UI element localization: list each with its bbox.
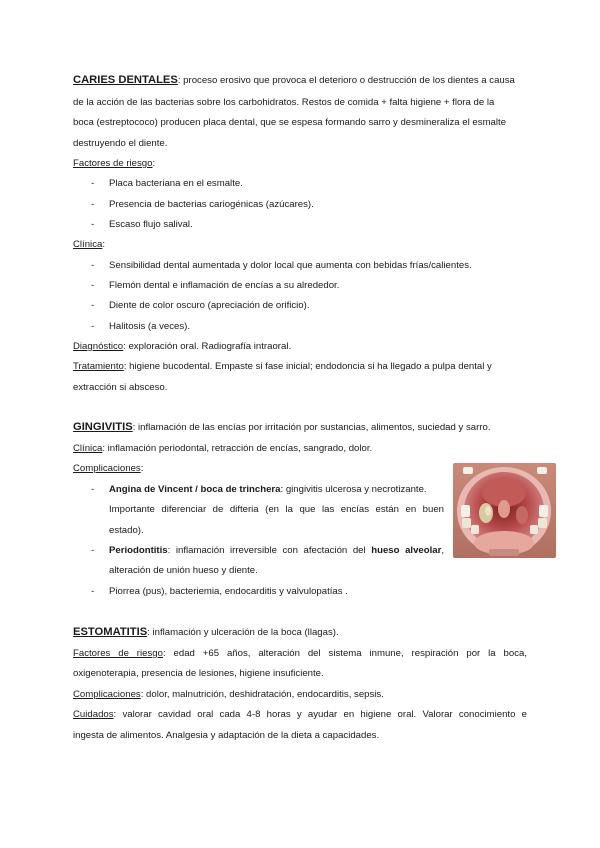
caries-treat-label: Tratamiento — [73, 361, 124, 372]
gingivitis-item-1-line-2: Importante diferenciar de difteria (en la que las encías están en buen — [109, 504, 444, 515]
caries-treat-text: : higiene bucodental. Empaste si fase inicial; endodoncia si ha llegado a pulpa dental y — [123, 361, 492, 372]
estomatitis-risk-text: : edad +65 años, alteración del sistema inmune, respiración por la boca, — [162, 648, 528, 659]
list-item: Flemón dental e inflamación de encías a su alrededor. — [109, 280, 340, 291]
caries-treatment-line-1 — [73, 360, 492, 373]
periodontitis-term: Periodontitis — [109, 545, 168, 556]
list-item: Presencia de bacterias cariogénicas (azúcares). — [109, 199, 314, 210]
estomatitis-care-label: Cuidados — [73, 709, 114, 720]
list-item: Sensibilidad dental aumentada y dolor local que aumenta con bebidas frías/calientes. — [109, 260, 472, 271]
estomatitis-definition — [73, 626, 339, 639]
oral-cavity-illustration — [453, 463, 556, 558]
caries-risk-heading: Factores de riesgo: — [73, 158, 156, 169]
list-bullet: - — [91, 545, 95, 556]
list-bullet: - — [91, 178, 95, 189]
gingivitis-title: GINGIVITIS — [73, 421, 133, 433]
gingivitis-item-1-line-1 — [109, 483, 427, 496]
list-bullet: - — [91, 219, 95, 230]
gingivitis-item-2-line-2: alteración de unión hueso y diente. — [109, 565, 258, 576]
estomatitis-risk-line-2: oxigenoterapia, presencia de lesiones, higiene insuficiente. — [73, 668, 324, 679]
list-item: Escaso flujo salival. — [109, 219, 193, 230]
list-bullet: - — [91, 260, 95, 271]
gingivitis-clinic-text: : inflamación periodontal, retracción de encías, sangrado, dolor. — [102, 443, 373, 454]
oral-cavity-photo — [453, 463, 556, 558]
caries-clinic-heading: Clínica: — [73, 239, 105, 250]
estomatitis-complications — [73, 688, 384, 701]
estomatitis-care-line-1 — [73, 708, 527, 721]
caries-definition-line-3: boca (estreptococo) producen placa dental, que se espesa formando sarro y desmineraliza el esmalte — [73, 117, 507, 128]
caries-definition-line-1 — [73, 74, 515, 87]
estomatitis-risk-line-1 — [73, 647, 527, 660]
caries-diag-text: : exploración oral. Radiografía intraoral. — [123, 341, 292, 352]
vincent-angina-text: : gingivitis ulcerosa y necrotizante. — [280, 484, 427, 495]
gingivitis-clinic-label: Clínica — [73, 443, 103, 454]
vincent-angina-term: Angina de Vincent / boca de trinchera — [109, 484, 281, 495]
list-item: Halitosis (a veces). — [109, 321, 191, 332]
caries-definition-line-2: de la acción de las bacterias sobre los carbohidratos. Restos de comida + falta higiene + flora de la — [73, 97, 495, 108]
gingivitis-comp-label: Complicaciones — [73, 463, 141, 474]
estomatitis-risk-label: Factores de riesgo — [73, 648, 163, 659]
list-bullet: - — [91, 280, 95, 291]
list-bullet: - — [91, 199, 95, 210]
estomatitis-def-text: : inflamación y ulceración de la boca (llagas). — [147, 627, 339, 638]
gingivitis-item-3: Piorrea (pus), bacteriemia, endocarditis y valvulopatías . — [109, 586, 348, 597]
caries-risk-label: Factores de riesgo — [73, 158, 153, 169]
gingivitis-clinic — [73, 442, 372, 455]
caries-title: CARIES DENTALES — [73, 74, 178, 86]
caries-definition-line-4: destruyendo el diente. — [73, 138, 168, 149]
caries-diagnosis — [73, 340, 291, 353]
estomatitis-care-line-2: ingesta de alimentos. Analgesia y adaptación de la dieta a capacidades. — [73, 730, 380, 741]
estomatitis-comp-label: Complicaciones — [73, 689, 141, 700]
periodontitis-comma: , — [441, 545, 445, 556]
list-bullet: - — [91, 586, 95, 597]
gingivitis-item-1-line-3: estado). — [109, 525, 144, 536]
list-bullet: - — [91, 321, 95, 332]
estomatitis-care-text: : valorar cavidad oral cada 4-8 horas y ayudar en higiene oral. Valorar conocimiento e — [113, 709, 527, 720]
list-item: Diente de color oscuro (apreciación de orificio). — [109, 300, 310, 311]
gingivitis-item-2-line-1 — [109, 544, 444, 557]
caries-clinic-label: Clínica — [73, 239, 103, 250]
list-item: Placa bacteriana en el esmalte. — [109, 178, 243, 189]
list-bullet: - — [91, 484, 95, 495]
periodontitis-text: : inflamación irreversible con afectación del — [167, 545, 372, 556]
estomatitis-title: ESTOMATITIS — [73, 626, 148, 638]
gingivitis-definition — [73, 421, 491, 434]
list-bullet: - — [91, 300, 95, 311]
caries-diag-label: Diagnóstico — [73, 341, 124, 352]
gingivitis-def-text: : inflamación de las encías por irritación por sustancias, alimentos, suciedad y sarro. — [132, 422, 491, 433]
alveolar-bone-term: hueso alveolar — [371, 545, 442, 556]
caries-def-text: : proceso erosivo que provoca el deterioro o destrucción de los dientes a causa — [177, 75, 515, 86]
caries-treatment-line-2: extracción si absceso. — [73, 382, 168, 393]
gingivitis-complications-heading: Complicaciones: — [73, 463, 144, 474]
estomatitis-comp-text: : dolor, malnutrición, deshidratación, endocarditis, sepsis. — [140, 689, 384, 700]
